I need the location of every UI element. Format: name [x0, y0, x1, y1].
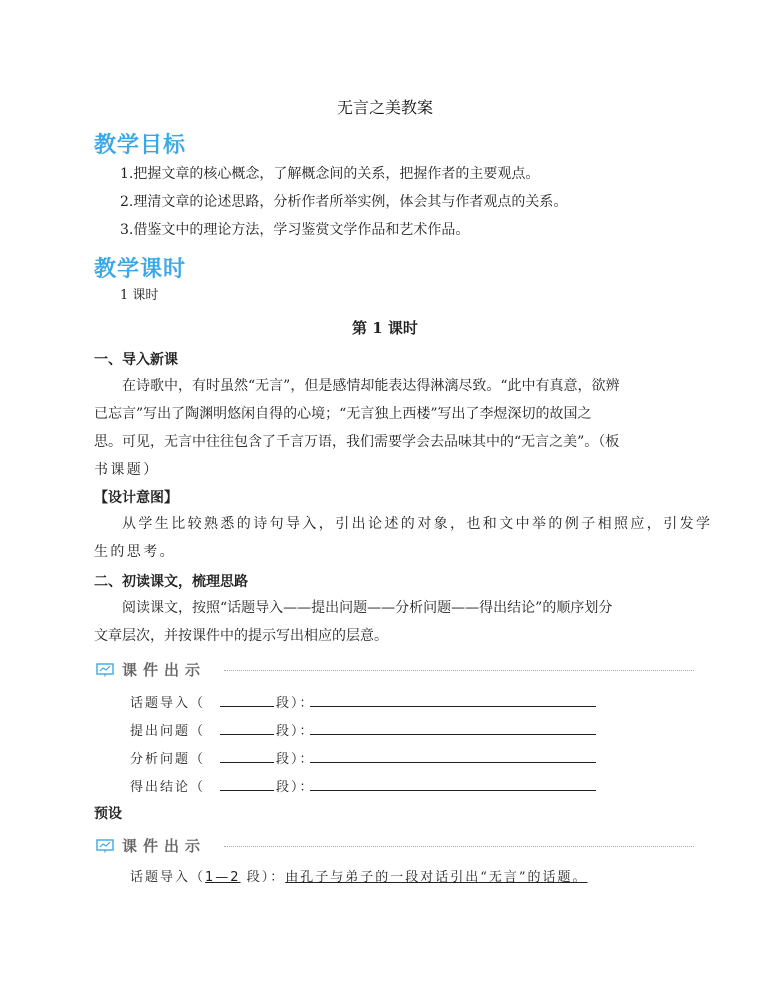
hours-value: 1 课时: [120, 288, 159, 303]
design-intent-heading: 【设计意图】: [94, 490, 178, 506]
fill-suffix: 段）：: [276, 780, 315, 795]
answer-mid: 段）：: [240, 870, 286, 885]
presentation-icon: [96, 663, 114, 677]
part1-heading: 一、导入新课: [94, 352, 178, 368]
fill-suffix: 段）：: [276, 752, 315, 767]
part1-line: 书课题）: [94, 462, 160, 478]
part2-text: [94, 594, 654, 650]
fill-label: 提出问题（: [130, 724, 206, 739]
part2-line: 阅读课文，按照“话题导入——提出问题——分析问题——得出结论”的顺序划分: [122, 600, 613, 616]
design-line: 生的思考。: [94, 544, 176, 560]
presentation-icon: [96, 839, 114, 853]
design-line: 从学生比较熟悉的诗句导入，引出论述的对象，也和文中举的例子相照应，引发学: [122, 516, 713, 532]
fill-label: 分析问题（: [130, 752, 206, 767]
section-heading-objectives: 教学目标: [94, 133, 187, 158]
courseware-label: 课件出示: [122, 661, 207, 679]
section-heading-hours: 教学课时: [94, 257, 187, 282]
courseware-header: [94, 660, 694, 680]
design-intent-text: [94, 510, 713, 566]
answer-prefix: 话题导入（: [130, 870, 206, 885]
objective-item: 3.借鉴文中的理论方法，学习鉴赏文学作品和艺术作品。: [120, 222, 470, 238]
blank-line: [220, 734, 274, 735]
objective-item: 1.把握文章的核心概念，了解概念间的关系，把握作者的主要观点。: [120, 166, 540, 182]
answer-text: 由孔子与弟子的一段对话引出“无言”的话题。: [285, 870, 588, 885]
part1-line: 在诗歌中，有时虽然“无言”，但是感情却能表达得淋漓尽致。“此中有真意，欲辨: [122, 378, 620, 394]
dotted-divider: [224, 846, 694, 847]
preset-heading: 预设: [94, 806, 122, 822]
part2-line: 文章层次，并按课件中的提示写出相应的层意。: [94, 628, 388, 644]
answer-line: [310, 762, 596, 763]
fill-suffix: 段）：: [276, 696, 315, 711]
part1-line: 已忘言”写出了陶渊明悠闲自得的心境；“无言独上西楼”写出了李煜深切的故国之: [94, 406, 592, 422]
answer-range: 1—2: [205, 870, 241, 885]
answer-line: [310, 706, 596, 707]
fill-suffix: 段）：: [276, 724, 315, 739]
answer-line: [310, 790, 596, 791]
blank-line: [220, 790, 274, 791]
lesson-title: 第 1 课时: [352, 319, 418, 337]
objective-item: 2.理清文章的论述思路，分析作者所举实例，体会其与作者观点的关系。: [120, 194, 568, 210]
part1-text: [94, 372, 654, 484]
objectives-list: [120, 160, 680, 244]
document-title: 无言之美教案: [336, 98, 433, 117]
courseware-header: [94, 836, 694, 856]
part1-line: 思。可见，无言中往往包含了千言万语，我们需要学会去品味其中的“无言之美”。（板: [94, 434, 620, 450]
blank-line: [220, 706, 274, 707]
fill-label: 得出结论（: [130, 780, 206, 795]
blank-line: [220, 762, 274, 763]
courseware-label: 课件出示: [122, 837, 207, 855]
part2-heading: 二、初读课文，梳理思路: [94, 574, 248, 590]
answer-line: [310, 734, 596, 735]
fill-label: 话题导入（: [130, 696, 206, 711]
dotted-divider: [224, 670, 694, 671]
answer-row: [130, 868, 588, 888]
